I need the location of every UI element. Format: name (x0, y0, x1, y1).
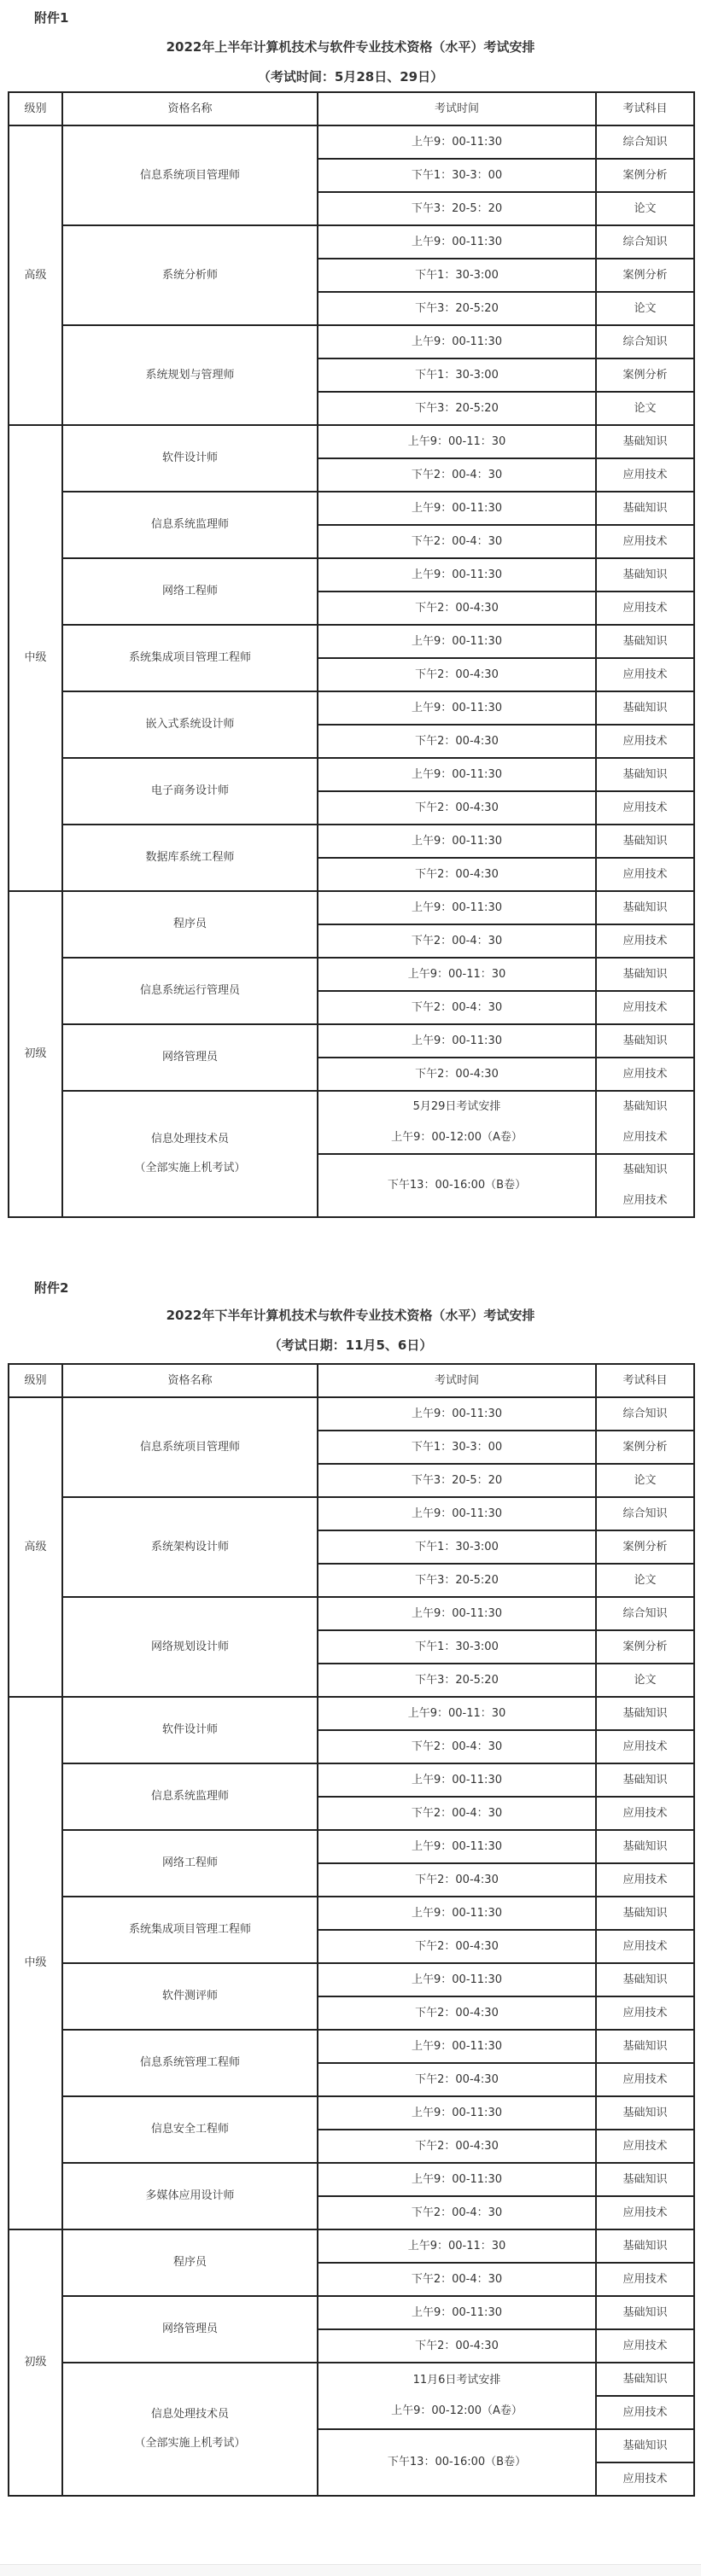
subject-cell: 论文 (596, 292, 694, 325)
subject-cell (596, 1091, 694, 1154)
table-row (9, 2163, 694, 2196)
annex-1-subtitle: （考试时间：5月28日、29日） (257, 69, 444, 85)
time-cell: 下午2：00-4：30 (318, 2196, 596, 2229)
time-cell: 下午2：00-4:30 (318, 1930, 596, 1963)
qualification-cell: 信息系统运行管理员 (62, 958, 318, 1024)
table-row (9, 1963, 694, 1996)
time-cell: 上午9：00-11:30 (318, 1597, 596, 1630)
table-row (9, 425, 694, 458)
time-cell: 上午9：00-11:30 (318, 1830, 596, 1863)
time-cell: 下午2：00-4：30 (318, 2263, 596, 2296)
subject-cell: 基础知识 (596, 691, 694, 725)
subject-cell: 基础知识 (596, 825, 694, 858)
annex-1-label: 附件1 (34, 10, 69, 26)
qualification-cell: 信息系统监理师 (62, 492, 318, 558)
subject-cell: 基础知识 (596, 2096, 694, 2130)
table-row (9, 2229, 694, 2263)
time-cell: 上午9：00-11:30 (318, 1963, 596, 1996)
exam-time-line: 上午9：00-12:00（A卷） (391, 2404, 523, 2417)
subject-cell: 基础知识 (596, 2363, 694, 2396)
annex-2-subtitle: （考试日期：11月5、6日） (268, 1338, 433, 1353)
qualification-cell-computer-based (62, 1091, 318, 1217)
qualification-cell: 程序员 (62, 2229, 318, 2296)
table-row (9, 825, 694, 858)
table-row (9, 558, 694, 592)
subject-cell: 案例分析 (596, 259, 694, 292)
time-cell: 下午3：20-5:20 (318, 1664, 596, 1697)
time-cell: 下午2：00-4:30 (318, 725, 596, 758)
table-row (9, 1497, 694, 1530)
qualification-cell: 网络工程师 (62, 558, 318, 625)
table-row (9, 691, 694, 725)
time-cell: 下午3：20-5:20 (318, 392, 596, 425)
subject-cell: 基础知识 (596, 425, 694, 458)
level-cell: 高级 (9, 1397, 62, 1697)
subject-cell: 基础知识 (596, 1024, 694, 1058)
subject-cell: 基础知识 (596, 891, 694, 924)
subject-cell: 应用技术 (596, 1863, 694, 1897)
time-cell: 下午2：00-4:30 (318, 2329, 596, 2363)
subject-cell: 基础知识 (596, 492, 694, 525)
qualification-cell: 系统规划与管理师 (62, 325, 318, 425)
subject-cell: 应用技术 (596, 725, 694, 758)
qualification-cell: 电子商务设计师 (62, 758, 318, 825)
table-header-row (9, 92, 694, 125)
table-row (9, 2296, 694, 2329)
time-cell: 上午9：00-11:30 (318, 2163, 596, 2196)
qualification-cell: 信息安全工程师 (62, 2096, 318, 2163)
time-cell: 下午3：20-5：20 (318, 1464, 596, 1497)
subject-cell (596, 1154, 694, 1217)
subject-cell: 应用技术 (596, 2130, 694, 2163)
table-row (9, 1091, 694, 1154)
time-cell: 下午2：00-4：30 (318, 1797, 596, 1830)
time-cell: 下午1：30-3:00 (318, 358, 596, 392)
time-cell: 下午2：00-4：30 (318, 991, 596, 1024)
qualification-cell: 网络工程师 (62, 1830, 318, 1897)
time-cell (318, 2363, 596, 2429)
subject-cell: 基础知识 (596, 1897, 694, 1930)
subject-cell: 应用技术 (596, 2396, 694, 2429)
time-cell: 上午9：00-11:30 (318, 225, 596, 259)
qualification-cell: 数据库系统工程师 (62, 825, 318, 891)
level-cell: 初级 (9, 891, 62, 1217)
subject-cell: 综合知识 (596, 325, 694, 358)
subject-cell: 综合知识 (596, 125, 694, 159)
subject-cell: 综合知识 (596, 1397, 694, 1431)
subject-cell: 基础知识 (596, 2030, 694, 2063)
qualification-name: 信息处理技术员 (150, 1133, 229, 1145)
time-cell: 上午9：00-11：30 (318, 1697, 596, 1730)
qualification-cell-computer-based (62, 2363, 318, 2496)
subject-cell: 应用技术 (596, 1996, 694, 2030)
subject-cell: 应用技术 (596, 858, 694, 891)
subject-cell: 综合知识 (596, 1497, 694, 1530)
time-cell: 上午9：00-11：30 (318, 425, 596, 458)
level-cell: 初级 (9, 2229, 62, 2496)
time-cell: 上午9：00-11:30 (318, 325, 596, 358)
subject-cell: 论文 (596, 192, 694, 225)
time-cell: 上午9：00-11:30 (318, 2296, 596, 2329)
header-qualification: 资格名称 (62, 92, 318, 125)
time-cell: 上午9：00-11:30 (318, 691, 596, 725)
qualification-note: （全部实施上机考试） (134, 1162, 246, 1174)
level-cell: 中级 (9, 1697, 62, 2229)
subject-cell: 应用技术 (596, 2063, 694, 2096)
time-cell: 上午9：00-11:30 (318, 825, 596, 858)
qualification-cell: 软件设计师 (62, 425, 318, 492)
annex-1-title: 2022年上半年计算机技术与软件专业技术资格（水平）考试安排 (166, 39, 535, 55)
qualification-cell: 嵌入式系统设计师 (62, 691, 318, 758)
time-cell: 下午2：00-4:30 (318, 592, 596, 625)
qualification-cell: 系统架构设计师 (62, 1497, 318, 1597)
subject-cell: 基础知识 (596, 2296, 694, 2329)
qualification-cell: 软件测评师 (62, 1963, 318, 2030)
subject-cell: 基础知识 (596, 1763, 694, 1797)
subject-cell: 案例分析 (596, 1630, 694, 1664)
subject-cell: 基础知识 (596, 1963, 694, 1996)
table-row (9, 492, 694, 525)
subject-cell: 应用技术 (596, 2196, 694, 2229)
time-cell: 上午9：00-11:30 (318, 891, 596, 924)
time-cell: 上午9：00-11：30 (318, 958, 596, 991)
time-cell: 下午13：00-16:00（B卷） (318, 1154, 596, 1217)
time-cell: 下午2：00-4:30 (318, 1996, 596, 2030)
exam-date-line: 5月29日考试安排 (412, 1100, 501, 1113)
qualification-cell: 网络管理员 (62, 1024, 318, 1091)
table-row (9, 1597, 694, 1630)
time-cell: 下午1：30-3：00 (318, 159, 596, 192)
table-header-row (9, 1364, 694, 1397)
level-cell: 中级 (9, 425, 62, 891)
subject-cell: 应用技术 (596, 658, 694, 691)
time-cell: 下午2：00-4:30 (318, 791, 596, 825)
subject-cell: 案例分析 (596, 358, 694, 392)
subject-cell: 案例分析 (596, 1431, 694, 1464)
subject-cell: 应用技术 (596, 458, 694, 492)
qualification-cell: 网络管理员 (62, 2296, 318, 2363)
subject-line: 基础知识 (622, 1163, 668, 1176)
time-cell: 下午2：00-4:30 (318, 1058, 596, 1091)
subject-cell: 应用技术 (596, 592, 694, 625)
time-cell: 上午9：00-11:30 (318, 1024, 596, 1058)
subject-cell: 应用技术 (596, 1058, 694, 1091)
time-cell: 上午9：00-11：30 (318, 2229, 596, 2263)
table-row (9, 125, 694, 159)
subject-cell: 基础知识 (596, 758, 694, 791)
time-cell: 下午2：00-4:30 (318, 858, 596, 891)
qualification-cell: 信息系统监理师 (62, 1763, 318, 1830)
subject-cell: 应用技术 (596, 924, 694, 958)
subject-cell: 应用技术 (596, 525, 694, 558)
time-cell: 下午2：00-4:30 (318, 658, 596, 691)
time-cell: 下午2：00-4:30 (318, 2130, 596, 2163)
time-cell: 下午2：00-4：30 (318, 458, 596, 492)
time-cell: 上午9：00-11:30 (318, 492, 596, 525)
time-cell: 上午9：00-11:30 (318, 125, 596, 159)
table-row (9, 2363, 694, 2396)
subject-cell: 应用技术 (596, 791, 694, 825)
qualification-cell: 信息系统项目管理师 (62, 1397, 318, 1497)
time-cell: 上午9：00-11:30 (318, 2030, 596, 2063)
annex-2-label: 附件2 (34, 1280, 69, 1296)
qualification-cell: 信息系统项目管理师 (62, 125, 318, 225)
qualification-cell: 网络规划设计师 (62, 1597, 318, 1697)
time-cell: 下午3：20-5：20 (318, 192, 596, 225)
subject-cell: 基础知识 (596, 2163, 694, 2196)
subject-line: 应用技术 (622, 1194, 668, 1207)
subject-cell: 应用技术 (596, 1797, 694, 1830)
subject-cell: 论文 (596, 392, 694, 425)
qualification-note: （全部实施上机考试） (134, 2437, 246, 2450)
time-cell: 下午2：00-4：30 (318, 525, 596, 558)
subject-cell: 应用技术 (596, 991, 694, 1024)
subject-cell: 应用技术 (596, 1730, 694, 1763)
table-row (9, 1397, 694, 1431)
annex-2-title: 2022年下半年计算机技术与软件专业技术资格（水平）考试安排 (166, 1308, 535, 1323)
header-level: 级别 (9, 1364, 62, 1397)
subject-cell: 综合知识 (596, 225, 694, 259)
table-row (9, 958, 694, 991)
subject-cell: 基础知识 (596, 625, 694, 658)
subject-cell: 应用技术 (596, 1930, 694, 1963)
subject-line: 基础知识 (622, 1100, 668, 1113)
table-row (9, 1897, 694, 1930)
subject-cell: 基础知识 (596, 958, 694, 991)
table-row (9, 325, 694, 358)
time-cell: 下午1：30-3：00 (318, 1431, 596, 1464)
time-cell: 上午9：00-11:30 (318, 558, 596, 592)
annex-2-schedule-table (8, 1363, 695, 2497)
qualification-cell: 多媒体应用设计师 (62, 2163, 318, 2229)
subject-cell: 论文 (596, 1664, 694, 1697)
table-row (9, 891, 694, 924)
table-row (9, 1763, 694, 1797)
qualification-name: 信息处理技术员 (150, 2408, 229, 2421)
table-row (9, 2030, 694, 2063)
subject-cell: 基础知识 (596, 1697, 694, 1730)
page-bottom-divider (0, 2564, 701, 2576)
time-cell: 上午9：00-11:30 (318, 758, 596, 791)
time-cell: 下午1：30-3:00 (318, 1630, 596, 1664)
time-cell: 上午9：00-11:30 (318, 2096, 596, 2130)
qualification-cell: 信息系统管理工程师 (62, 2030, 318, 2096)
subject-cell: 基础知识 (596, 1830, 694, 1863)
exam-date-line: 11月6日考试安排 (412, 2374, 501, 2387)
header-qualification: 资格名称 (62, 1364, 318, 1397)
header-exam-time: 考试时间 (318, 1364, 596, 1397)
qualification-cell: 系统分析师 (62, 225, 318, 325)
subject-cell: 基础知识 (596, 558, 694, 592)
header-exam-subject: 考试科目 (596, 92, 694, 125)
qualification-cell: 软件设计师 (62, 1697, 318, 1763)
subject-line: 应用技术 (622, 1131, 668, 1144)
time-cell: 上午9：00-11:30 (318, 1397, 596, 1431)
subject-cell: 综合知识 (596, 1597, 694, 1630)
table-row (9, 1830, 694, 1863)
table-row (9, 2096, 694, 2130)
table-row (9, 625, 694, 658)
time-cell: 上午9：00-11:30 (318, 1763, 596, 1797)
table-row (9, 1024, 694, 1058)
table-row (9, 1697, 694, 1730)
qualification-cell: 程序员 (62, 891, 318, 958)
time-cell: 下午2：00-4:30 (318, 1863, 596, 1897)
table-row (9, 758, 694, 791)
subject-cell: 应用技术 (596, 2462, 694, 2496)
time-cell: 下午2：00-4：30 (318, 924, 596, 958)
time-cell: 下午3：20-5:20 (318, 1564, 596, 1597)
qualification-cell: 系统集成项目管理工程师 (62, 1897, 318, 1963)
exam-time-line: 上午9：00-12:00（A卷） (391, 1131, 523, 1144)
time-cell: 下午13：00-16:00（B卷） (318, 2429, 596, 2496)
time-cell: 下午2：00-4:30 (318, 2063, 596, 2096)
table-row (9, 225, 694, 259)
time-cell: 上午9：00-11:30 (318, 1497, 596, 1530)
subject-cell: 论文 (596, 1464, 694, 1497)
time-cell: 下午1：30-3:00 (318, 259, 596, 292)
subject-cell: 应用技术 (596, 2263, 694, 2296)
level-cell: 高级 (9, 125, 62, 425)
time-cell: 上午9：00-11:30 (318, 625, 596, 658)
time-cell: 下午1：30-3:00 (318, 1530, 596, 1564)
time-cell (318, 1091, 596, 1154)
time-cell: 上午9：00-11:30 (318, 1897, 596, 1930)
subject-cell: 应用技术 (596, 2329, 694, 2363)
qualification-cell: 系统集成项目管理工程师 (62, 625, 318, 691)
subject-cell: 案例分析 (596, 1530, 694, 1564)
header-exam-time: 考试时间 (318, 92, 596, 125)
time-cell: 下午2：00-4：30 (318, 1730, 596, 1763)
header-level: 级别 (9, 92, 62, 125)
subject-cell: 论文 (596, 1564, 694, 1597)
header-exam-subject: 考试科目 (596, 1364, 694, 1397)
subject-cell: 基础知识 (596, 2429, 694, 2462)
time-cell: 下午3：20-5:20 (318, 292, 596, 325)
annex-1-schedule-table (8, 91, 695, 1218)
subject-cell: 基础知识 (596, 2229, 694, 2263)
subject-cell: 案例分析 (596, 159, 694, 192)
